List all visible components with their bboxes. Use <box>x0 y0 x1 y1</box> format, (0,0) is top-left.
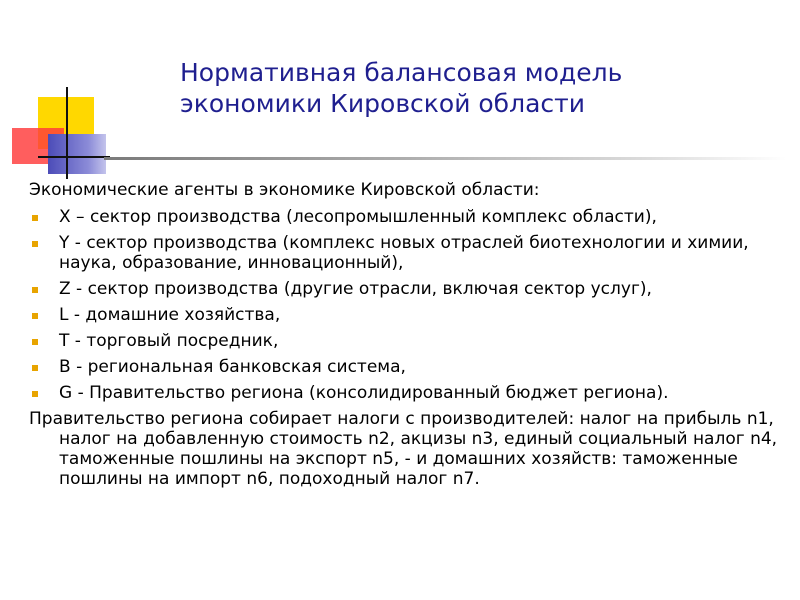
list-item <box>29 207 781 227</box>
slide-title-line-2: экономики Кировской области <box>180 89 585 118</box>
closing-text: Правительство региона собирает налоги с производителей: налог на прибыль n1, налог на добавленную стоимость n2, акцизы n3, единый социальный налог n4, таможенные пошлины на экспорт n5, - и домашних хозяйств: таможенные пошлины на импорт n6, подоходный налог n7. <box>29 409 778 489</box>
decor-horizontal-line <box>38 156 110 158</box>
list-item-text: G - Правительство региона (консолидированный бюджет региона). <box>59 383 669 403</box>
bullet-square-icon <box>32 241 38 247</box>
list-item-text: T - торговый посредник, <box>59 331 279 351</box>
list-item-text: B - региональная банковская система, <box>59 357 406 377</box>
bullet-square-icon <box>32 391 38 397</box>
list-item-text: Z - сектор производства (другие отрасли, включая сектор услуг), <box>59 279 652 299</box>
bullet-square-icon <box>32 339 38 345</box>
list-item <box>29 357 781 377</box>
list-item-text: X – сектор производства (лесопромышленный комплекс области), <box>59 207 657 227</box>
bullet-square-icon <box>32 365 38 371</box>
slide-title <box>180 57 780 119</box>
list-item <box>29 331 781 351</box>
bullet-square-icon <box>32 313 38 319</box>
list-item <box>29 233 781 273</box>
decor-vertical-line <box>66 87 68 179</box>
slide-title-line-1: Нормативная балансовая модель <box>180 58 623 87</box>
list-item-text: L - домашние хозяйства, <box>59 305 281 325</box>
title-divider <box>104 157 786 160</box>
list-item-text: Y - сектор производства (комплекс новых отраслей биотехнологии и химии, наука, образование, инновационный), <box>59 233 749 273</box>
slide-body <box>29 180 781 489</box>
agents-list <box>29 207 781 403</box>
list-item <box>29 279 781 299</box>
list-item <box>29 383 781 403</box>
decor-blue-rectangle <box>48 134 106 174</box>
intro-text: Экономические агенты в экономике Кировской области: <box>29 180 540 200</box>
bullet-square-icon <box>32 287 38 293</box>
bullet-square-icon <box>32 215 38 221</box>
list-item <box>29 305 781 325</box>
